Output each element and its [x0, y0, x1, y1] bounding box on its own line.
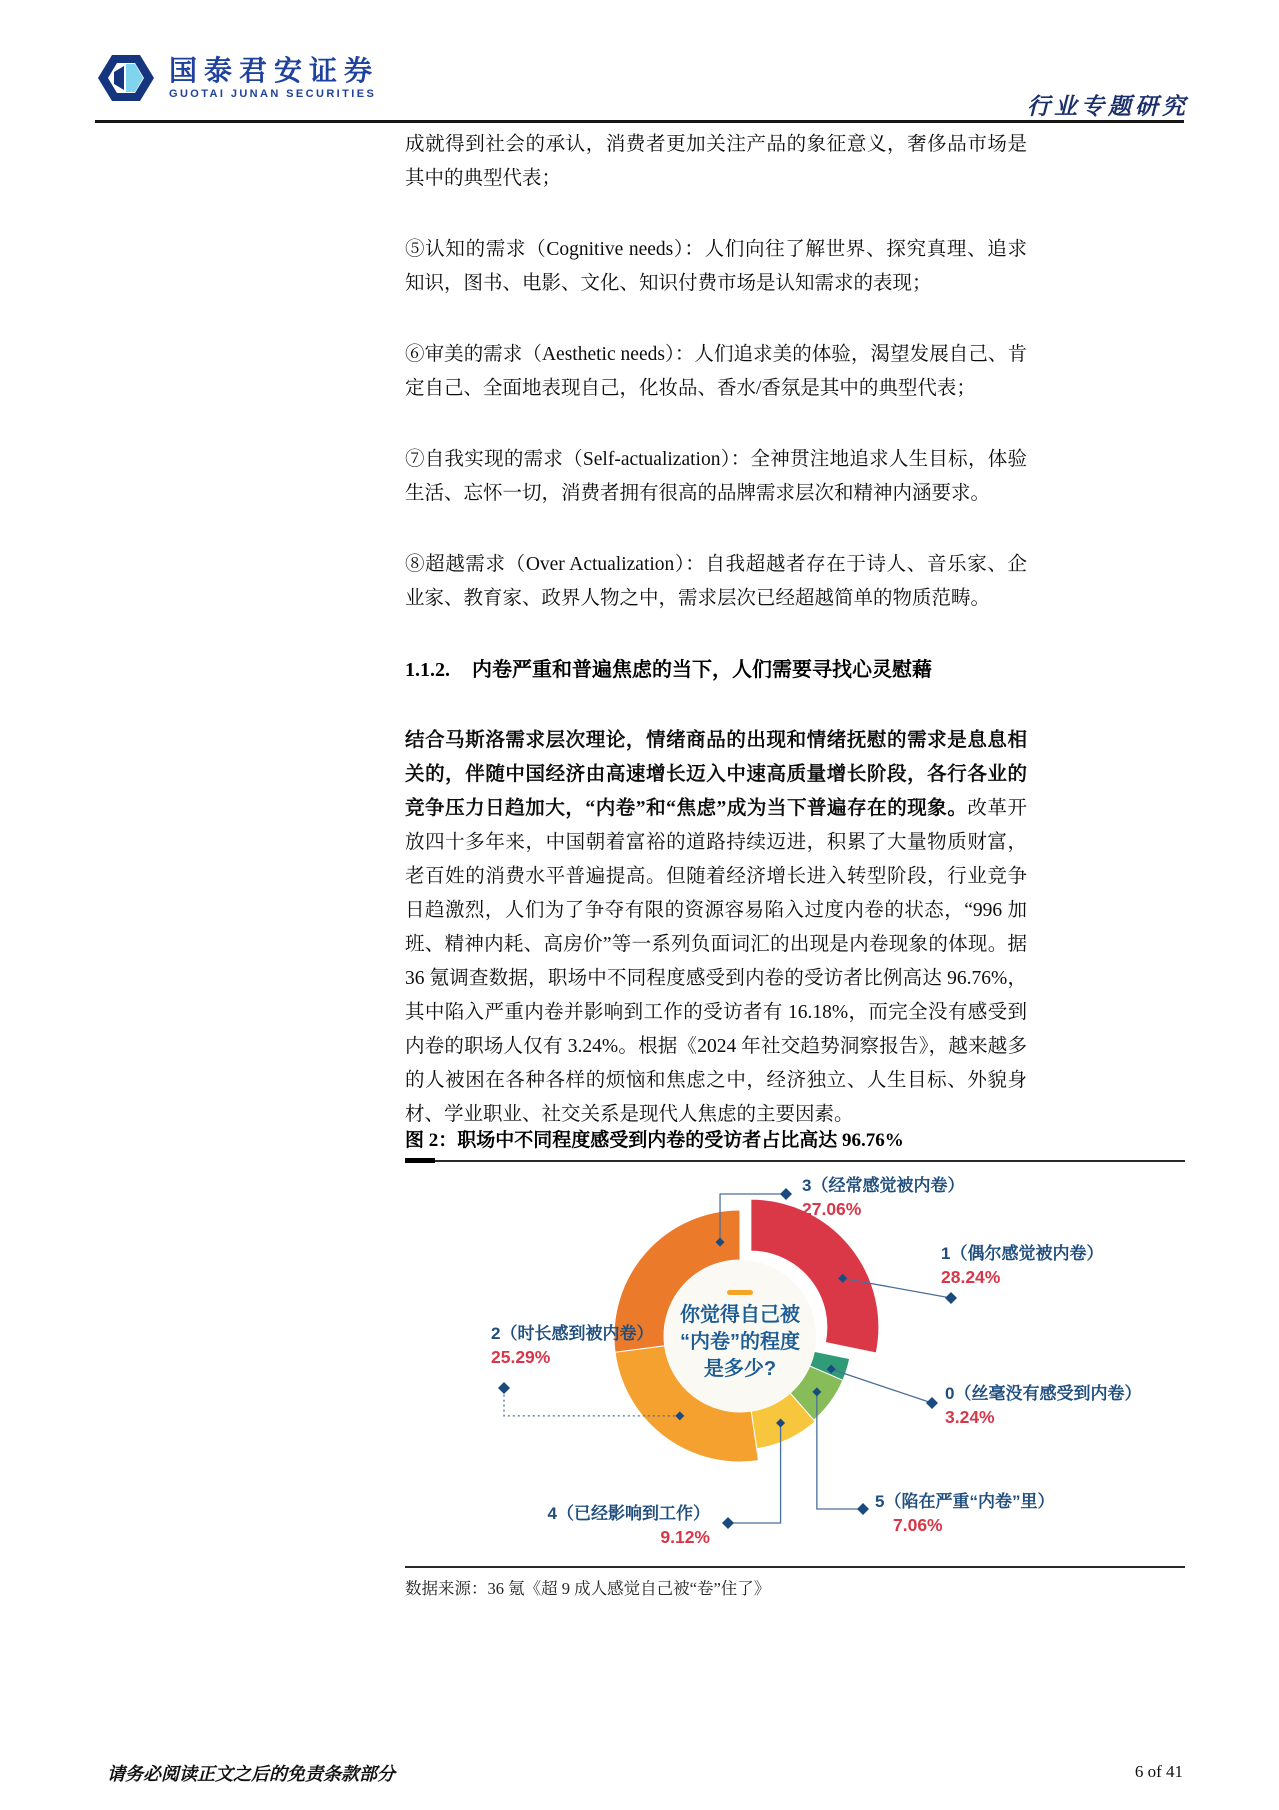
paragraph-self-actualization: ⑦自我实现的需求（Self-actualization）：全神贯注地追求人生目标，体验生活、忘怀一切，消费者拥有很高的品牌需求层次和精神内涵要求。 — [405, 449, 1027, 504]
footer-page-number: 6 of 41 — [1134, 1762, 1183, 1781]
brand-hexagon-icon — [97, 52, 155, 104]
paragraph-involution-normal: 改革开放四十多年来，中国朝着富裕的道路持续迈进，积累了大量物质财富，老百姓的消费水平普遍提高。但随着经济增长进入转型阶段，行业竞争日趋激烈，人们为了争夺有限的资源容易陷入过度内卷的状态，“996 加班、精神内耗、高房价”等一系列负面词汇的出现是内卷现象的体现。据 36 氪调查数据，职场中不同程度感受到内卷的受访者比例高达 96.76%，其中陷入严重内卷并影响到工作的受访者有 16.18%，而完全没有感受到内卷的职场人仅有 3.24%。根据《2024 年社交趋势洞察报告》，越来越多的人被困在各种各样的烦恼和焦虑之中，经济独立、人生目标、外貌身材、学业职业、社交关系是现代人焦虑的主要因素。 — [405, 798, 1027, 1125]
brand-name-cn: 国泰君安证券 — [169, 55, 380, 86]
paragraph-involution — [405, 724, 1027, 1132]
label-diamond-4 — [498, 1382, 510, 1394]
center-dash-icon — [727, 1290, 753, 1295]
paragraph-carryover: 成就得到社会的承认，消费者更加关注产品的象征意义，奢侈品市场是其中的典型代表； — [405, 134, 1027, 189]
section-title: 内卷严重和普遍焦虑的当下，人们需要寻找心灵慰藉 — [472, 659, 932, 681]
brand-name-en: GUOTAI JUNAN SECURITIES — [169, 88, 377, 100]
paragraph-over-actualization: ⑧超越需求（Over Actualization）：自我超越者存在于诗人、音乐家、企业家、教育家、政界人物之中，需求层次已经超越简单的物质范畴。 — [405, 554, 1027, 609]
figure-title: 图 2：职场中不同程度感受到内卷的受访者占比高达 96.76% — [405, 1130, 904, 1151]
paragraph-involution-bold: 结合马斯洛需求层次理论，情绪商品的出现和情绪抚慰的需求是息息相关的，伴随中国经济由高速增长迈入中速高质量增长阶段，各行各业的竞争压力日趋加大，“内卷”和“焦虑”成为当下普遍存在的现象。 — [405, 730, 1027, 819]
header-divider — [95, 120, 1184, 123]
callout-label-3: 3（经常感觉被内卷） 27.06% — [802, 1176, 965, 1219]
callout-label-0: 0（丝毫没有感受到内卷） 3.24% — [945, 1384, 1142, 1427]
chart-center-question: 你觉得自己被 “内卷”的程度 是多少? — [664, 1260, 816, 1412]
section-heading — [405, 653, 1027, 687]
report-category: 行业专题研究 — [1027, 94, 1189, 119]
body-content — [405, 128, 1027, 1169]
callout-label-4: 4（已经影响到工作） 9.12% — [547, 1504, 710, 1547]
label-diamond-5 — [780, 1188, 792, 1200]
callout-label-1: 1（偶尔感觉被内卷） 28.24% — [941, 1244, 1104, 1287]
leader-line-1 — [831, 1369, 932, 1403]
label-diamond-1 — [926, 1397, 938, 1409]
figure-2 — [405, 1128, 1185, 1599]
paragraph-aesthetic-needs: ⑥审美的需求（Aesthetic needs）：人们追求美的体验，渴望发展自己、肯定自己、全面地表现自己，化妆品、香水/香氛是其中的典型代表； — [405, 344, 1027, 399]
callout-label-5: 5（陷在严重“内卷”里） 7.06% — [875, 1492, 1055, 1535]
brand-logo — [97, 52, 379, 104]
footer-disclaimer: 请务必阅读正文之后的免责条款部分 — [107, 1764, 395, 1784]
paragraph-cognitive-needs: ⑤认知的需求（Cognitive needs）：人们向往了解世界、探究真理、追求知识，图书、电影、文化、知识付费市场是认知需求的表现； — [405, 239, 1027, 294]
label-diamond-3 — [722, 1517, 734, 1529]
figure-bottom-rule — [405, 1566, 1185, 1568]
label-diamond-2 — [857, 1503, 869, 1515]
label-diamond-0 — [945, 1292, 957, 1304]
callout-label-2: 2（时长感到被内卷） 25.29% — [491, 1324, 654, 1367]
donut-chart — [405, 1162, 1185, 1566]
figure-source: 数据来源：36 氪《超 9 成人感觉自己被“卷”住了》 — [405, 1579, 771, 1598]
section-number: 1.1.2. — [405, 659, 450, 681]
